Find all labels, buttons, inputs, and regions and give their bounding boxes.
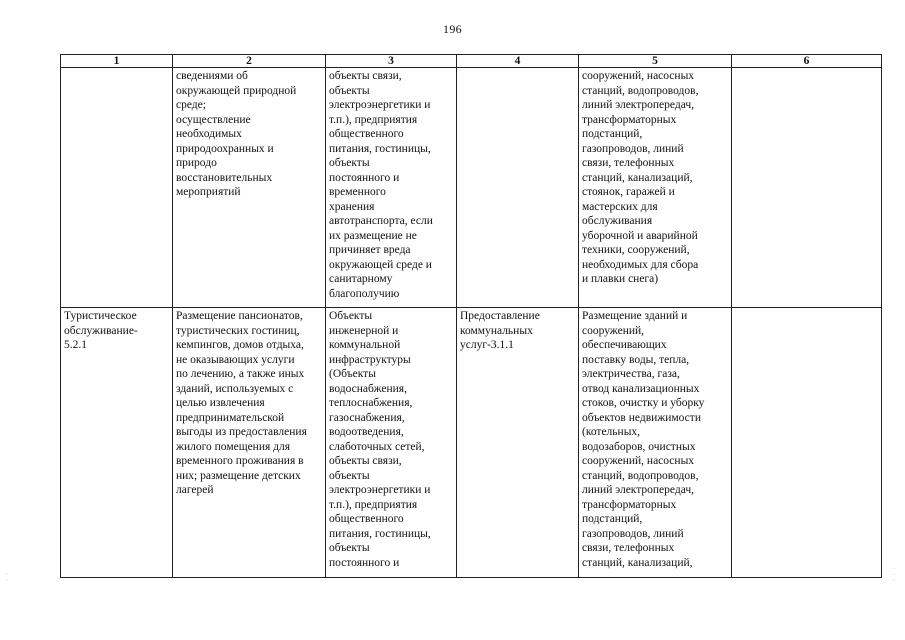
cell-text: Туристическое обслуживание- 5.2.1 <box>64 310 138 351</box>
cell-text: сооружений, насосных станций, водопроводов, линий электропередач, трансформаторных подстанций, газопроводов, линий связи, телефонных станций, канализаций, стоянок, гаражей и мастерских для обслуживания уборочной и аварийной техники, сооружений, необходимых для сбора и плавки снега) <box>582 70 699 285</box>
table-cell <box>579 68 732 308</box>
table-cell <box>732 68 882 308</box>
table-cell <box>326 68 457 308</box>
table-cell <box>579 308 732 578</box>
cell-text: Объекты инженерной и коммунальной инфраструктуры (Объекты водоснабжения, теплоснабжения, газоснабжения, водоотведения, слаботочных сетей, объекты связи, объекты электроэнергетики и т.п.), предприятия общественного питания, гостиницы, объекты постоянного и <box>329 310 431 569</box>
cell-text: объекты связи, объекты электроэнергетики и т.п.), предприятия общественного питания, гостиницы, объекты постоянного и временного хранения автотранспорта, если их размещение не причиняет вреда окружающей среде и санитарному благополучию <box>329 70 433 300</box>
header-row <box>61 55 882 68</box>
table-cell <box>173 68 326 308</box>
table-cell <box>326 308 457 578</box>
column-header: 4 <box>457 55 579 68</box>
table-cell <box>61 68 173 308</box>
cell-text: Предоставление коммунальных услуг-3.1.1 <box>460 310 540 351</box>
page-number: 196 <box>443 22 462 36</box>
table-row <box>61 68 882 308</box>
table-cell <box>457 308 579 578</box>
scan-margin-mark: · · <box>6 572 8 584</box>
column-header: 1 <box>61 55 173 68</box>
column-header: 6 <box>732 55 882 68</box>
table-row <box>61 308 882 578</box>
table-cell <box>732 308 882 578</box>
column-header: 2 <box>173 55 326 68</box>
cell-text: сведениями об окружающей природной среде; осуществление необходимых природоохранных и природо восстановительных мероприятий <box>176 70 297 198</box>
zoning-table <box>60 54 882 578</box>
scan-margin-mark: · · · <box>893 566 895 584</box>
table-cell <box>173 308 326 578</box>
table-cell <box>457 68 579 308</box>
table-cell <box>61 308 173 578</box>
cell-text: Размещение зданий и сооружений, обеспечивающих поставку воды, тепла, электричества, газа, отвод канализационных стоков, очистку и уборку объектов недвижимости (котельных, водозаборов, очистных сооружений, насосных станций, водопроводов, линий электропередач, трансформаторных подстанций, газопроводов, линий связи, телефонных станций, канализаций, <box>582 310 705 569</box>
column-header: 5 <box>579 55 732 68</box>
column-header: 3 <box>326 55 457 68</box>
cell-text: Размещение пансионатов, туристических гостиниц, кемпингов, домов отдыха, не оказывающих услуги по лечению, а также иных зданий, используемых с целью извлечения предпринимательской выгоды из предоставления жилого помещения для временного проживания в них; размещение детских лагерей <box>176 310 307 496</box>
